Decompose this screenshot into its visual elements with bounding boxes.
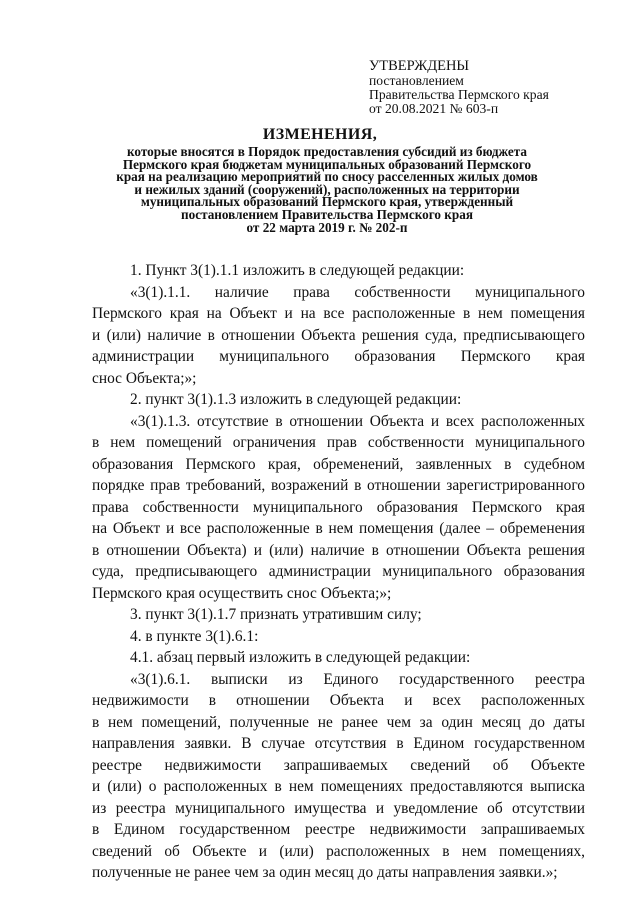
- approval-block: [369, 59, 609, 116]
- body-line: «3(1).1.1. наличие права собственности муниципального: [130, 283, 585, 301]
- document-body: [92, 260, 585, 884]
- body-line: 4. в пункте 3(1).6.1:: [130, 627, 259, 645]
- subtitle-line: которые вносятся в Порядок предоставления субсидий из бюджета: [126, 144, 527, 159]
- document-title: ИЗМЕНЕНИЯ,: [262, 126, 378, 143]
- body-line: образования Пермского края, обременений, заявленных в судебном: [92, 455, 585, 473]
- body-line: недвижимости в отношении Объекта и всех расположенных: [92, 692, 585, 709]
- subtitle-line: от 22 марта 2019 г. № 202-п: [246, 219, 408, 235]
- subtitle-line: муниципальных образований Пермского края, утвержденный: [140, 194, 514, 210]
- subtitle-line: постановлением Правительства Пермского края: [181, 206, 473, 222]
- body-line: полученные не ранее чем за один месяц до даты направления заявки.»;: [92, 864, 558, 881]
- body-line: «3(1).6.1. выписки из Единого государственного реестра: [130, 670, 585, 688]
- body-line: и (или) наличие в отношении Объекта решения суда, предписывающего: [92, 326, 585, 344]
- body-line: 3. пункт 3(1).1.7 признать утратившим силу;: [130, 606, 422, 623]
- body-line: администрации муниципального образования Пермского края: [92, 348, 585, 365]
- approval-line: Правительства Пермского края: [369, 87, 549, 102]
- subtitle-line: Пермского края бюджетам муниципальных образований Пермского: [122, 156, 532, 172]
- body-line: в отношении Объекта) и (или) наличие в отношении Объекта решения: [92, 541, 585, 559]
- body-line: реестре недвижимости запрашиваемых сведений об Объекте: [92, 756, 585, 774]
- document-subtitle: [92, 146, 562, 234]
- subtitle-line: и нежилых зданий (сооружений), расположенных на территории: [134, 181, 520, 197]
- body-line: 1. Пункт 3(1).1.1 изложить в следующей редакции:: [130, 262, 465, 279]
- body-line: суда, предписывающего администрации муниципального образования: [92, 563, 585, 580]
- body-line: 2. пункт 3(1).1.3 изложить в следующей редакции:: [130, 391, 462, 408]
- body-line: права собственности муниципального образования Пермского края: [92, 498, 585, 516]
- subtitle-line: края на реализацию мероприятий по сносу расселенных жилых домов: [116, 169, 538, 185]
- approval-date-line: от 20.08.2021 № 603-п: [369, 101, 499, 116]
- body-line: на Объект и все расположенные в нем помещения (далее – обременения: [92, 520, 585, 537]
- approval-heading: УТВЕРЖДЕНЫ: [369, 58, 470, 74]
- body-line: и (или) о расположенных в нем помещениях предоставляются выписка: [92, 778, 585, 795]
- body-line: снос Объекта;»;: [92, 369, 197, 387]
- body-line: из реестра муниципального имущества и уведомление об отсутствии: [92, 799, 585, 817]
- body-line: сведений об Объекте и (или) расположенных в нем помещениях,: [92, 842, 585, 860]
- approval-line: постановлением: [369, 73, 464, 88]
- body-line: направления заявки. В случае отсутствия в Едином государственном: [92, 735, 585, 752]
- body-line: в нем помещений ограничения прав собственности муниципального: [92, 434, 585, 451]
- body-line: 4.1. абзац первый изложить в следующей редакции:: [130, 649, 471, 666]
- body-line: «3(1).1.3. отсутствие в отношении Объекта и всех расположенных: [130, 412, 585, 430]
- body-line: Пермского края осуществить снос Объекта;»;: [92, 584, 392, 602]
- body-line: порядке прав требований, возражений в отношении зарегистрированного: [92, 477, 585, 494]
- body-line: в нем помещений, полученные не ранее чем за один месяц до даты: [92, 713, 585, 731]
- body-line: Пермского края на Объект и на все расположенные в нем помещения: [92, 305, 585, 322]
- body-line: в Едином государственном реестре недвижимости запрашиваемых: [92, 821, 585, 838]
